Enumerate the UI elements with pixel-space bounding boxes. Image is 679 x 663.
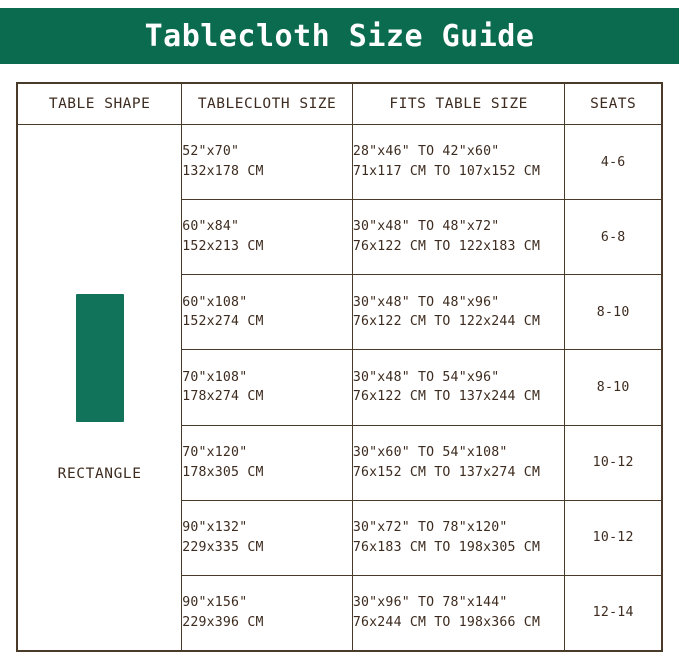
size-cm: 229x396 CM <box>182 614 264 630</box>
size-cm: 152x213 CM <box>182 239 264 255</box>
fits-inches: 30"x48" TO 54"x96" <box>352 369 500 385</box>
size-inches: 52"x70" <box>182 144 240 160</box>
seats-cell: 8-10 <box>565 350 662 425</box>
fits-inches: 30"x60" TO 54"x108" <box>352 444 508 460</box>
fits-inches: 28"x46" TO 42"x60" <box>352 144 500 160</box>
size-inches: 90"x156" <box>182 595 248 611</box>
page-title: Tablecloth Size Guide <box>144 18 535 54</box>
table-header <box>18 84 662 125</box>
size-cm: 178x305 CM <box>182 464 264 480</box>
fits-cm: 71x117 CM TO 107x152 CM <box>352 164 541 180</box>
header-banner <box>0 8 679 64</box>
fits-cm: 76x152 CM TO 137x274 CM <box>352 464 541 480</box>
tablecloth-size-cell <box>182 350 353 425</box>
size-inches: 70"x120" <box>182 444 248 460</box>
tablecloth-size-cell <box>182 575 353 650</box>
fits-table-size-cell <box>352 200 565 275</box>
fits-cm: 76x122 CM TO 137x244 CM <box>352 389 541 405</box>
tablecloth-size-cell <box>182 500 353 575</box>
size-cm: 132x178 CM <box>182 164 264 180</box>
header-row <box>18 84 662 125</box>
size-inches: 90"x132" <box>182 519 248 535</box>
fits-cm: 76x244 CM TO 198x366 CM <box>352 614 541 630</box>
seats-cell: 10-12 <box>565 500 662 575</box>
fits-table-size-cell <box>352 125 565 200</box>
shape-cell-rectangle <box>18 125 182 651</box>
tablecloth-size-cell <box>182 425 353 500</box>
table-body <box>18 125 662 651</box>
seats-cell: 8-10 <box>565 275 662 350</box>
size-inches: 70"x108" <box>182 369 248 385</box>
seats-cell: 10-12 <box>565 425 662 500</box>
fits-inches: 30"x96" TO 78"x144" <box>352 595 508 611</box>
fits-inches: 30"x48" TO 48"x96" <box>352 294 500 310</box>
size-cm: 178x274 CM <box>182 389 264 405</box>
column-header-tablecloth-size: TABLECLOTH SIZE <box>182 84 353 125</box>
tablecloth-size-cell <box>182 125 353 200</box>
fits-table-size-cell <box>352 575 565 650</box>
size-inches: 60"x108" <box>182 294 248 310</box>
size-guide-table-container <box>16 82 663 652</box>
fits-inches: 30"x48" TO 48"x72" <box>352 219 500 235</box>
column-header-fits-table-size: FITS TABLE SIZE <box>352 84 565 125</box>
rectangle-shape-icon <box>76 294 124 422</box>
column-header-seats: SEATS <box>565 84 662 125</box>
seats-cell: 6-8 <box>565 200 662 275</box>
fits-cm: 76x122 CM TO 122x183 CM <box>352 239 541 255</box>
seats-cell: 12-14 <box>565 575 662 650</box>
seats-cell: 4-6 <box>565 125 662 200</box>
fits-table-size-cell <box>352 275 565 350</box>
fits-table-size-cell <box>352 350 565 425</box>
column-header-table-shape: TABLE SHAPE <box>18 84 182 125</box>
size-guide-table <box>17 83 662 651</box>
fits-inches: 30"x72" TO 78"x120" <box>352 519 508 535</box>
fits-table-size-cell <box>352 425 565 500</box>
size-cm: 229x335 CM <box>182 539 264 555</box>
tablecloth-size-cell <box>182 200 353 275</box>
size-cm: 152x274 CM <box>182 314 264 330</box>
tablecloth-size-cell <box>182 275 353 350</box>
fits-cm: 76x183 CM TO 198x305 CM <box>352 539 541 555</box>
size-inches: 60"x84" <box>182 219 240 235</box>
fits-cm: 76x122 CM TO 122x244 CM <box>352 314 541 330</box>
table-row <box>18 125 662 200</box>
fits-table-size-cell <box>352 500 565 575</box>
shape-label: RECTANGLE <box>57 465 142 482</box>
